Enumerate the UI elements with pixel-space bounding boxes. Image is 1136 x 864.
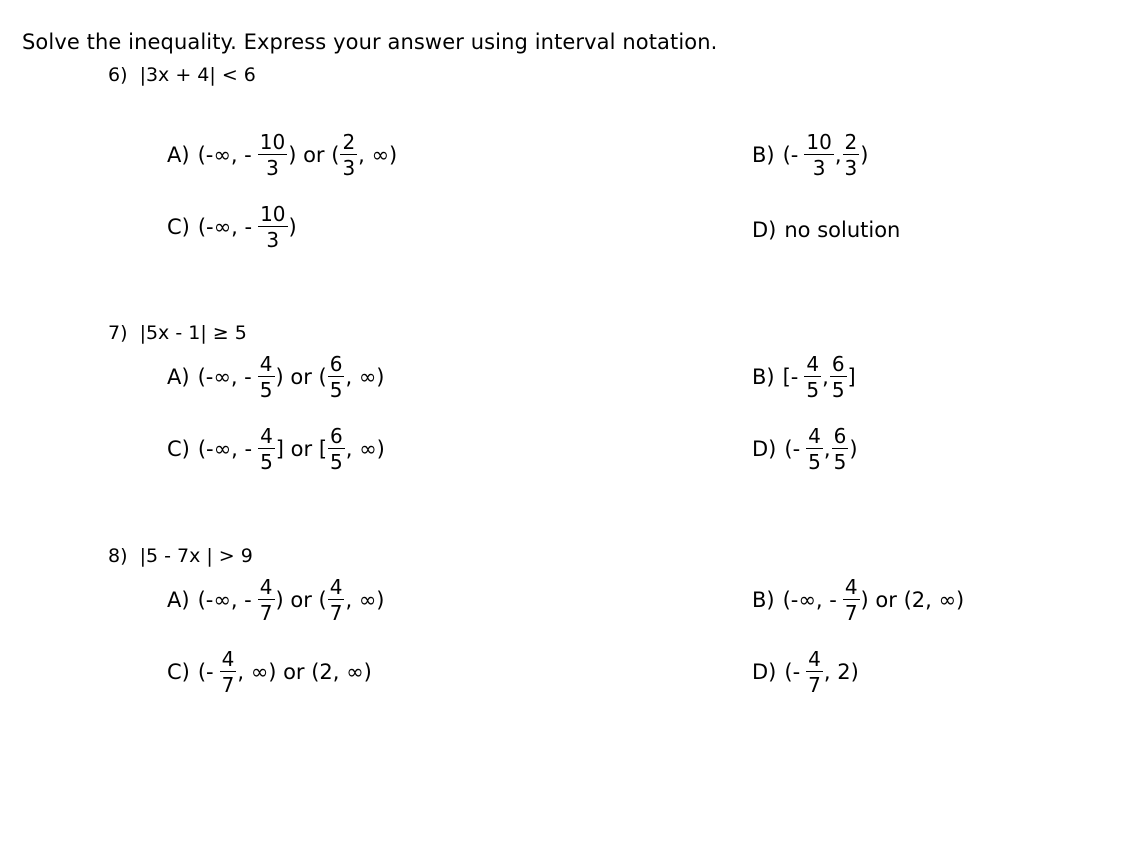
- choice-text: ) or (: [275, 365, 327, 389]
- choice-letter: A): [167, 588, 190, 612]
- fraction: $\frac{4}{5}$: [806, 352, 820, 402]
- fraction: $\frac{2}{3}$: [844, 130, 858, 180]
- choice-text: ) or (: [288, 143, 340, 167]
- problem-8-question: [108, 545, 253, 567]
- problem-number: 8): [108, 545, 128, 567]
- choice-7d[interactable]: [752, 426, 858, 472]
- choice-text: (-: [784, 660, 801, 684]
- fraction: $\frac{4}{5}$: [808, 424, 821, 474]
- choice-text: (-∞, -: [197, 365, 252, 389]
- choice-letter: C): [167, 660, 190, 684]
- fraction: $\frac{10}{3}$: [259, 130, 286, 180]
- instructions: Solve the inequality. Express your answer using interval notation.: [22, 30, 718, 54]
- choice-8b[interactable]: [752, 577, 964, 623]
- choice-letter: C): [167, 437, 190, 461]
- choice-text: ): [860, 143, 869, 167]
- choice-text: , ∞): [345, 437, 385, 461]
- choice-text: [-: [782, 365, 799, 389]
- fraction: $\frac{10}{3}$: [260, 202, 286, 252]
- choice-letter: B): [752, 365, 775, 389]
- choice-6c[interactable]: [167, 204, 297, 250]
- problem-7-question: [108, 322, 247, 344]
- choice-text: (-: [197, 660, 214, 684]
- choice-text: ): [288, 215, 297, 239]
- choice-6b[interactable]: [752, 132, 868, 178]
- choice-letter: D): [752, 437, 777, 461]
- choice-text: ,: [834, 143, 842, 167]
- choice-text: , ∞): [358, 143, 398, 167]
- fraction: $\frac{4}{7}$: [259, 575, 273, 625]
- choice-letter: D): [752, 660, 777, 684]
- fraction: $\frac{6}{5}$: [330, 424, 343, 474]
- fraction: $\frac{4}{7}$: [844, 575, 858, 625]
- choice-letter: A): [167, 365, 190, 389]
- fraction: $\frac{4}{7}$: [221, 647, 235, 697]
- choice-text: (-∞, -: [197, 588, 252, 612]
- choice-letter: B): [752, 588, 775, 612]
- choice-7b[interactable]: [752, 354, 856, 400]
- fraction: $\frac{6}{5}$: [833, 424, 847, 474]
- choice-text: , ∞) or (2, ∞): [237, 660, 372, 684]
- choice-7c[interactable]: [167, 426, 385, 472]
- choice-text: (-∞, -: [197, 215, 253, 239]
- choice-text: ,: [823, 437, 831, 461]
- choice-text: (-: [784, 437, 801, 461]
- choice-8a[interactable]: [167, 577, 385, 623]
- problem-number: 7): [108, 322, 128, 344]
- choice-text: , 2): [823, 660, 859, 684]
- choice-text: no solution: [784, 218, 901, 242]
- choice-text: ,: [822, 365, 829, 389]
- fraction: $\frac{6}{5}$: [831, 352, 845, 402]
- fraction: $\frac{4}{7}$: [808, 647, 821, 697]
- choice-text: ) or (2, ∞): [860, 588, 965, 612]
- choice-text: (-∞, -: [782, 588, 837, 612]
- choice-text: ]: [847, 365, 856, 389]
- choice-text: (-∞, -: [197, 437, 253, 461]
- choice-letter: A): [167, 143, 190, 167]
- choice-letter: D): [752, 218, 777, 242]
- inequality: |3x + 4| < 6: [139, 64, 256, 86]
- choice-letter: B): [752, 143, 775, 167]
- choice-text: , ∞): [345, 588, 385, 612]
- fraction: $\frac{4}{7}$: [329, 575, 343, 625]
- fraction: $\frac{2}{3}$: [342, 130, 356, 180]
- choice-6d[interactable]: [752, 218, 900, 242]
- fraction: $\frac{6}{5}$: [329, 352, 343, 402]
- choice-letter: C): [167, 215, 190, 239]
- choice-7a[interactable]: [167, 354, 385, 400]
- problem-number: 6): [108, 64, 128, 86]
- fraction: $\frac{10}{3}$: [806, 130, 832, 180]
- choice-text: ): [849, 437, 858, 461]
- fraction: $\frac{4}{5}$: [260, 424, 273, 474]
- choice-text: (-: [782, 143, 799, 167]
- choice-text: , ∞): [345, 365, 385, 389]
- choice-6a[interactable]: [167, 132, 397, 178]
- choice-text: ] or [: [275, 437, 328, 461]
- fraction: $\frac{4}{5}$: [259, 352, 273, 402]
- problem-6-question: [108, 64, 256, 86]
- choice-text: (-∞, -: [197, 143, 252, 167]
- choice-text: ) or (: [275, 588, 327, 612]
- inequality: |5 - 7x | > 9: [139, 545, 253, 567]
- choice-8c[interactable]: [167, 649, 372, 695]
- choice-8d[interactable]: [752, 649, 859, 695]
- inequality: |5x - 1| ≥ 5: [139, 322, 247, 344]
